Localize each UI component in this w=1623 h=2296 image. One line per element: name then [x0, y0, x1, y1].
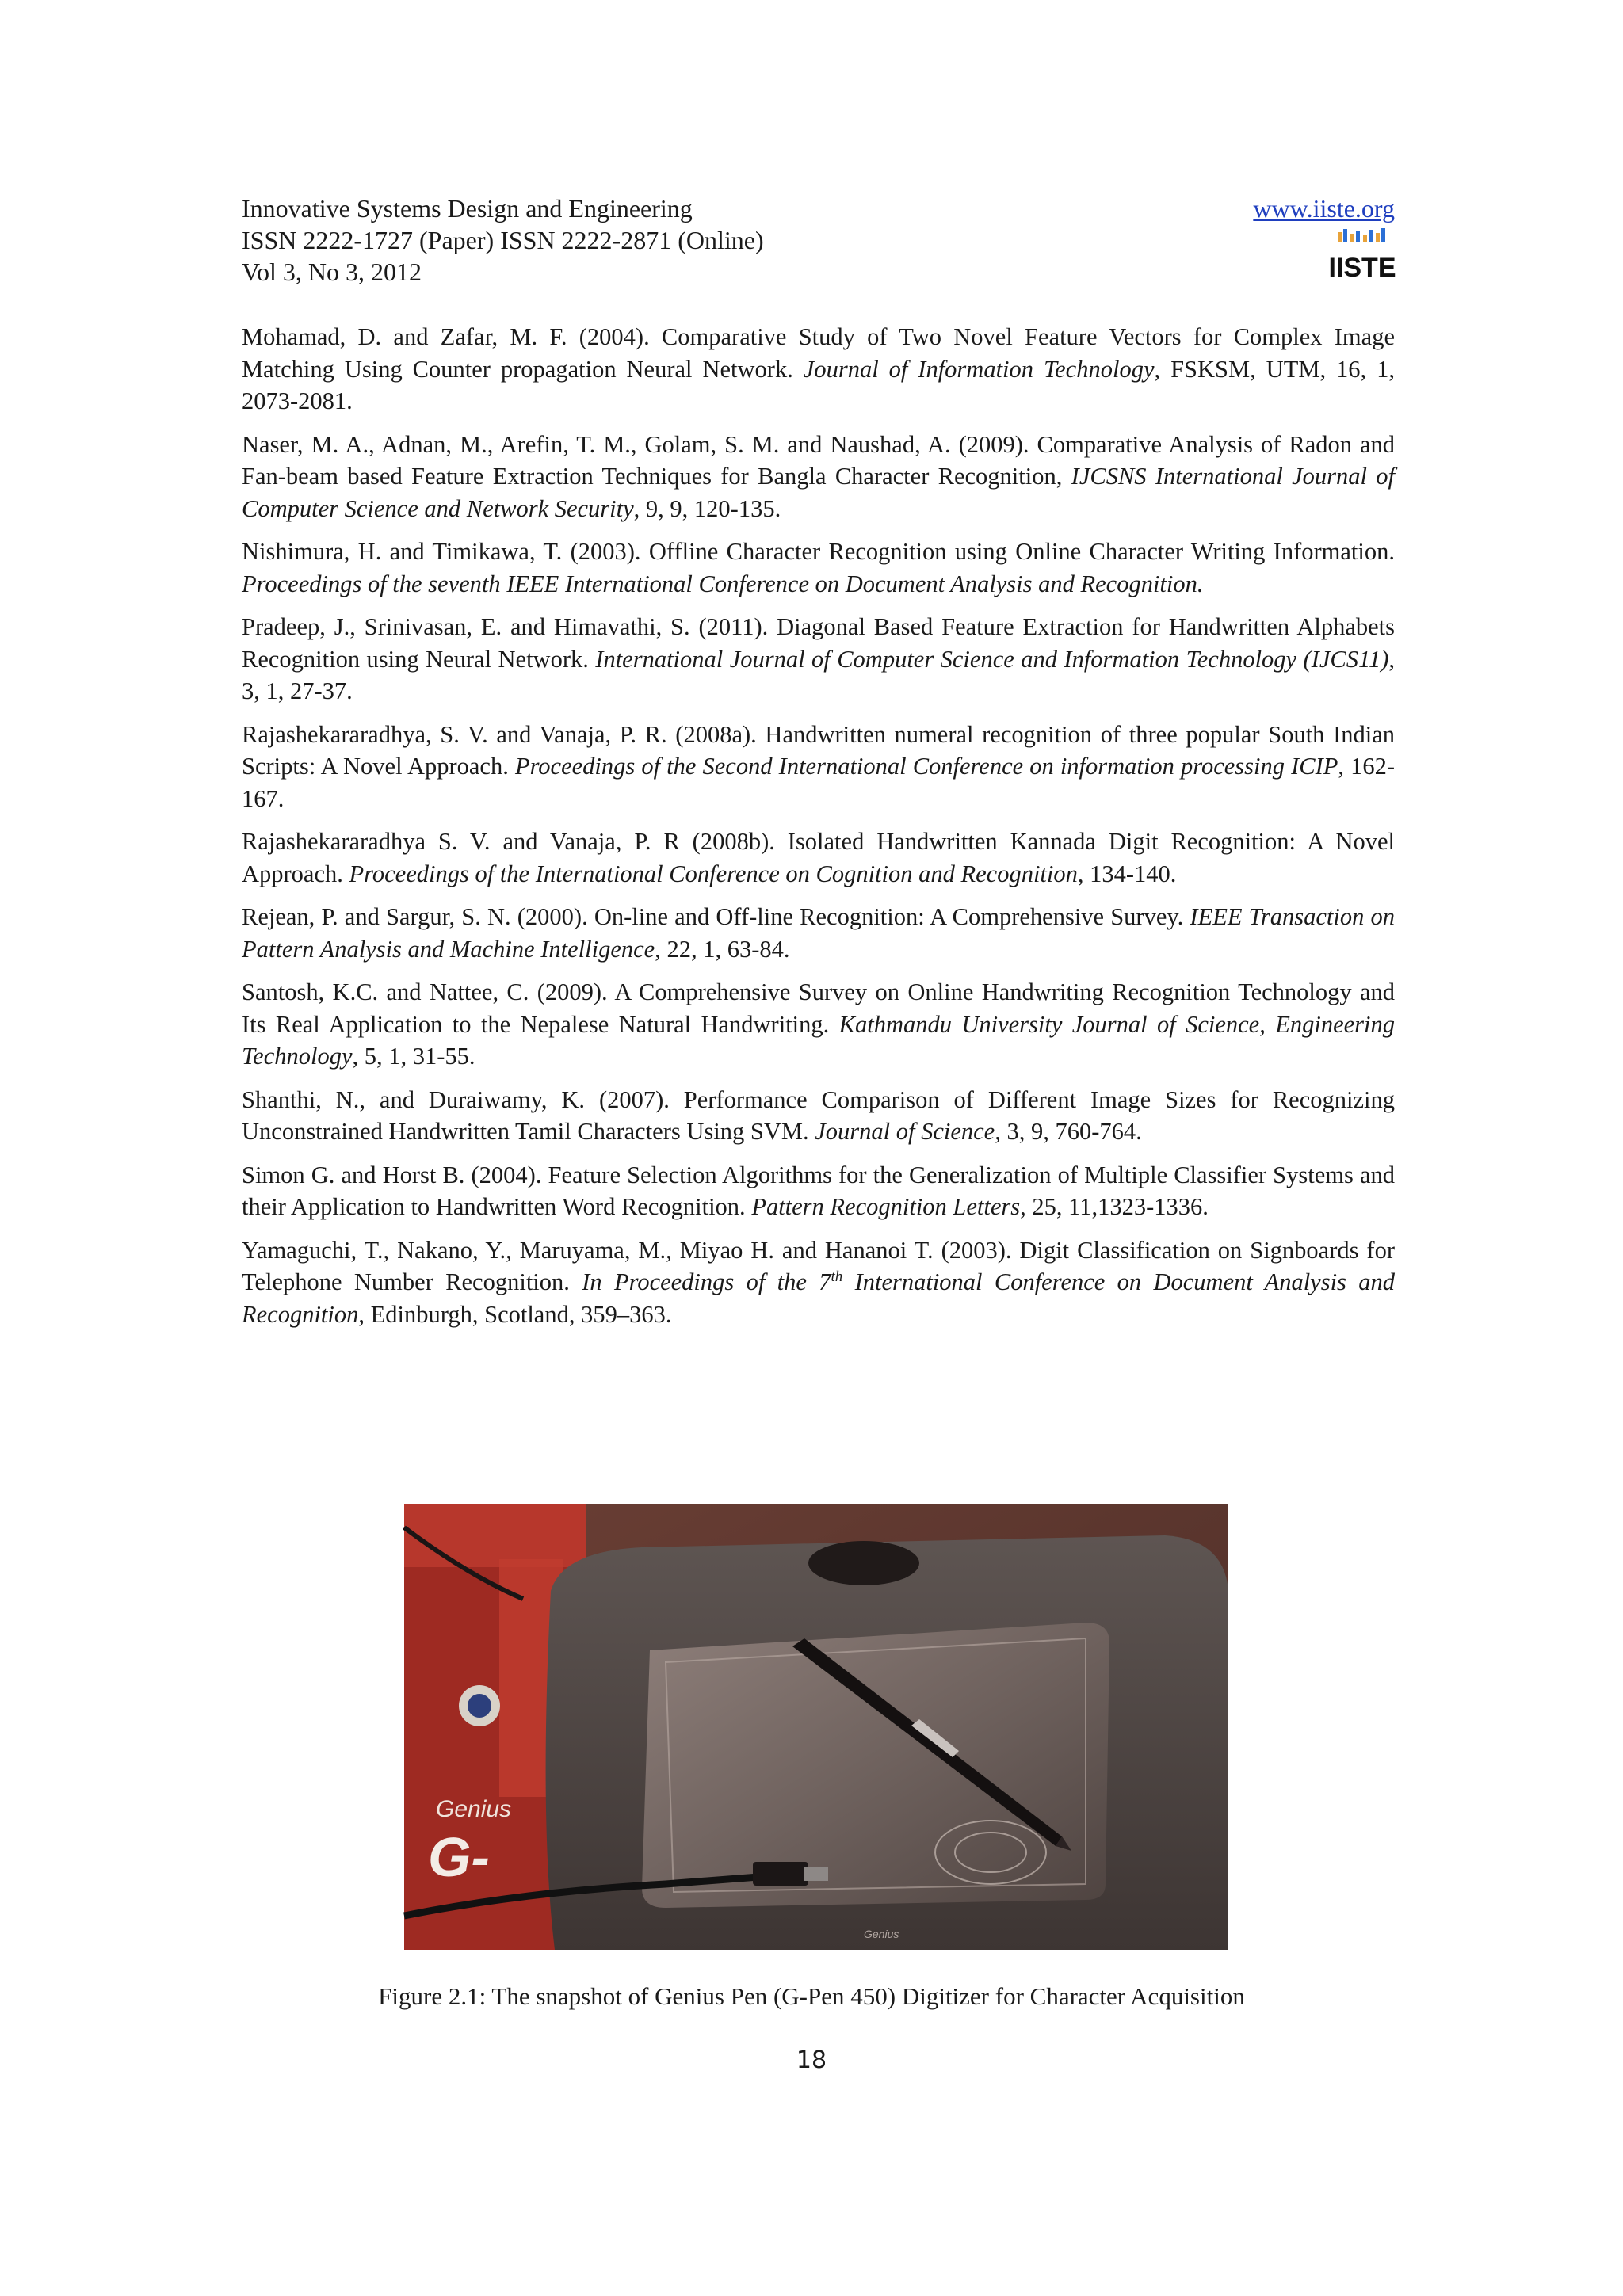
page-number: 18: [796, 2046, 827, 2074]
reference-entry: Simon G. and Horst B. (2004). Feature Selection Algorithms for the Generalization of Multiple Classifier Systems and their Application to Handwritten Word Recognition. Pattern Recognition Letters, 25, 11,1323-1336.: [242, 1161, 1395, 1220]
reference-entry: Rajashekararadhya, S. V. and Vanaja, P. R. (2008a). Handwritten numeral recognition of three popular South Indian Scripts: A Novel Approach. Proceedings of the Second International Conference on information processing ICIP, 162-167.: [242, 720, 1395, 812]
reference-entry: Santosh, K.C. and Nattee, C. (2009). A Comprehensive Survey on Online Handwriting Recognition Technology and Its Real Application to the Nepalese Natural Handwriting. Kathmandu University Journal of Science, Engineering Technology, 5, 1, 31-55.: [242, 978, 1395, 1070]
reference-entry: Mohamad, D. and Zafar, M. F. (2004). Comparative Study of Two Novel Feature Vectors for Complex Image Matching Using Counter propagation Neural Network. Journal of Information Technology, FSKSM, UTM, 16, 1, 2073-2081.: [242, 323, 1396, 414]
iiste-logo: [1328, 227, 1396, 283]
tablet-active-area: [642, 1623, 1109, 1908]
reference-entry: Yamaguchi, T., Nakano, Y., Maruyama, M., Miyao H. and Hananoi T. (2003). Digit Classification on Signboards for Telephone Number Recognition. In Proceedings of the 7th International Conference on Document Analysis and Recognition, Edinburgh, Scotland, 359–363.: [242, 1236, 1395, 1328]
reference-entry: Rajashekararadhya S. V. and Vanaja, P. R (2008b). Isolated Handwritten Kannada Digit Recognition: A Novel Approach. Proceedings of the International Conference on Cognition and Recognition, 134-140.: [242, 828, 1395, 887]
page-header: [242, 193, 1395, 288]
reference-entry: Pradeep, J., Srinivasan, E. and Himavathi, S. (2011). Diagonal Based Feature Extraction for Handwritten Alphabets Recognition using Neural Network. International Journal of Computer Science and Information Technology (IJCS11), 3, 1, 27-37.: [242, 613, 1395, 704]
tablet-brand-text: Genius: [864, 1928, 899, 1940]
journal-title: Innovative Systems Design and Engineering: [242, 194, 693, 223]
references-list: [242, 321, 1395, 1341]
logo-text: IISTE: [1328, 253, 1396, 283]
figure-photo: [404, 1504, 1228, 1950]
journal-website-link[interactable]: www.iiste.org: [1253, 194, 1395, 223]
figure-caption: Figure 2.1: The snapshot of Genius Pen (G-Pen 450) Digitizer for Character Acquisition: [378, 1982, 1245, 2010]
digitizer-tablet-photo: [404, 1504, 1228, 1950]
reference-entry: Shanthi, N., and Duraiwamy, K. (2007). Performance Comparison of Different Image Sizes for Recognizing Unconstrained Handwritten Tamil Characters Using SVM. Journal of Science, 3, 9, 760-764.: [242, 1085, 1395, 1145]
reference-entry: Rejean, P. and Sargur, S. N. (2000). On-line and Off-line Recognition: A Comprehensive Survey. IEEE Transaction on Pattern Analysis and Machine Intelligence, 22, 1, 63-84.: [242, 903, 1395, 963]
tablet-scroll-button-icon: [808, 1541, 919, 1585]
volume-line: Vol 3, No 3, 2012: [242, 257, 422, 286]
box-model-text: G-: [428, 1826, 490, 1888]
reference-entry: Nishimura, H. and Timikawa, T. (2003). Offline Character Recognition using Online Character Writing Information. Proceedings of the seventh IEEE International Conference on Document Analysis and Recognition.: [242, 538, 1395, 597]
box-brand-text: Genius: [436, 1796, 512, 1822]
reference-entry: Naser, M. A., Adnan, M., Arefin, T. M., Golam, S. M. and Naushad, A. (2009). Comparative Analysis of Radon and Fan-beam based Feature Extraction Techniques for Bangla Character Recognition, IJCSNS International Journal of Computer Science and Network Security, 9, 9, 120-135.: [242, 430, 1395, 522]
issn-line: ISSN 2222-1727 (Paper) ISSN 2222-2871 (Online): [242, 226, 764, 254]
